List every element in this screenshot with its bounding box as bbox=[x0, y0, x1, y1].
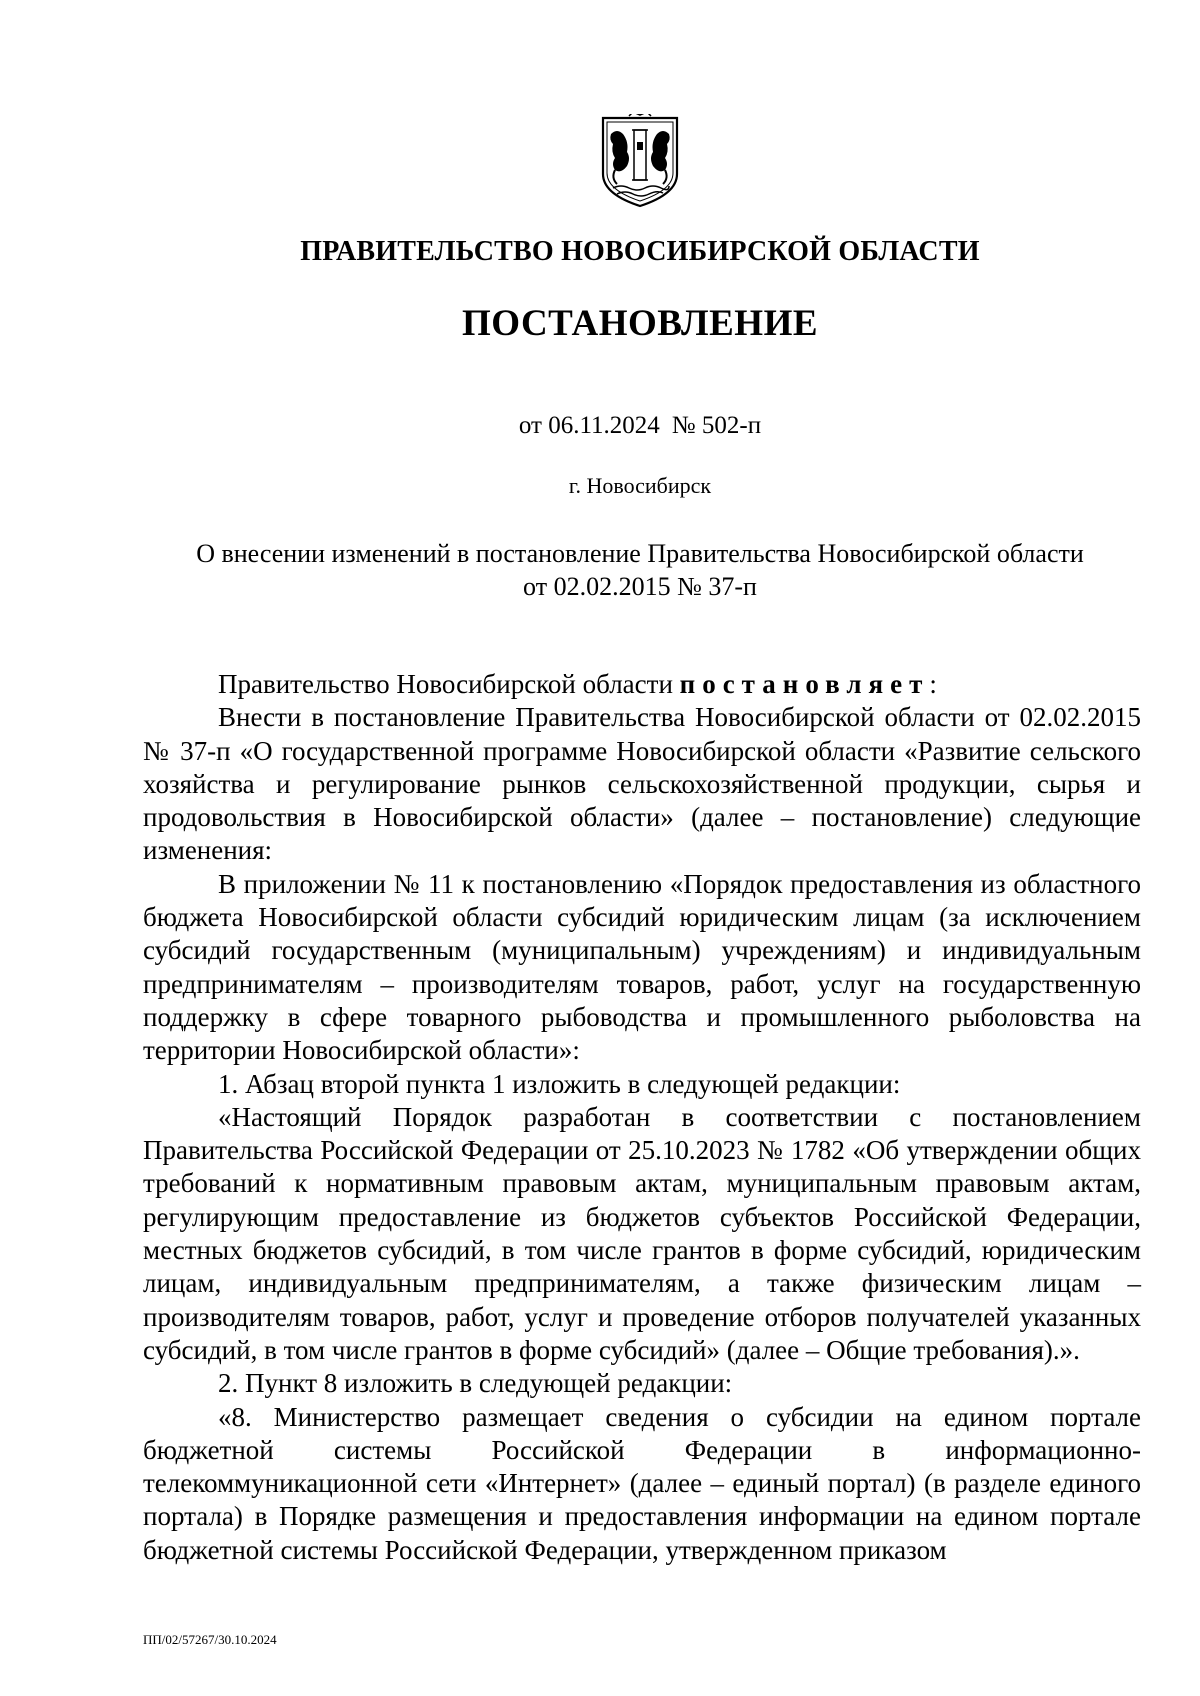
body-paragraph: «Настоящий Порядок разработан в соответствии с постановлением Правительства Российской Федерации от 25.10.2023 № 1782 «Об утверждении общих требований к нормативным правовым актам, муниципальным правовым актам, регулирующим предоставление из бюджетов субъектов Российской Федерации, местных бюджетов субсидий, в том числе грантов в форме субсидий, юридическим лицам, индивидуальным предпринимателям, а также физическим лицам – производителям товаров, работ, услуг и проведение отборов получателей указанных субсидий, в том числе грантов в форме субсидий» (далее – Общие требования).». bbox=[143, 1101, 1141, 1365]
coat-of-arms-icon bbox=[599, 114, 681, 210]
body-paragraph: «8. Министерство размещает сведения о субсидии на едином портале бюджетной системы Российской Федерации в информационно-телекоммуникационной сети «Интернет» (далее – единый портал) (в разделе единого портала) в Порядке размещения и предоставления информации на едином портале бюджетной системы Российской Федерации, утвержденном приказом bbox=[143, 1401, 1141, 1565]
subject-line-2: от 02.02.2015 № 37-п bbox=[523, 572, 757, 601]
resolves-paragraph bbox=[143, 668, 1141, 701]
body-paragraph: 2. Пункт 8 изложить в следующей редакции: bbox=[218, 1368, 733, 1399]
government-title: ПРАВИТЕЛЬСТВО НОВОСИБИРСКОЙ ОБЛАСТИ bbox=[300, 236, 980, 267]
document-number: № 502-п bbox=[671, 412, 762, 439]
resolves-suffix: : bbox=[929, 669, 937, 699]
document-date: от 06.11.2024 bbox=[518, 412, 660, 439]
body-paragraph: В приложении № 11 к постановлению «Порядок предоставления из областного бюджета Новосибирской области субсидий юридическим лицам (за исключением субсидий государственным (муниципальным) учреждениям) и индивидуальным предпринимателям – производителям товаров, работ, услуг на государственную поддержку в сфере товарного рыбоводства и промышленного рыболовства на территории Новосибирской области»: bbox=[143, 868, 1141, 1066]
resolves-word: постановляет bbox=[679, 669, 930, 699]
document-type-title: ПОСТАНОВЛЕНИЕ bbox=[461, 303, 819, 344]
document-city: г. Новосибирск bbox=[568, 473, 712, 498]
document-body bbox=[143, 668, 1141, 1567]
subject-line-1: О внесении изменений в постановление Правительства Новосибирской области bbox=[196, 539, 1084, 568]
body-paragraph: Внести в постановление Правительства Новосибирской области от 02.02.2015 № 37-п «О государственной программе Новосибирской области «Развитие сельского хозяйства и регулирование рынков сельскохозяйственной продукции, сырья и продовольствия в Новосибирской области» (далее – постановление) следующие изменения: bbox=[143, 702, 1141, 866]
body-paragraph: 1. Абзац второй пункта 1 изложить в следующей редакции: bbox=[218, 1068, 901, 1099]
resolves-prefix: Правительство Новосибирской области bbox=[218, 669, 680, 699]
document-subject bbox=[150, 537, 1130, 603]
document-registration-code: ПП/02/57267/30.10.2024 bbox=[143, 1632, 277, 1647]
document-date-number bbox=[0, 412, 1200, 440]
